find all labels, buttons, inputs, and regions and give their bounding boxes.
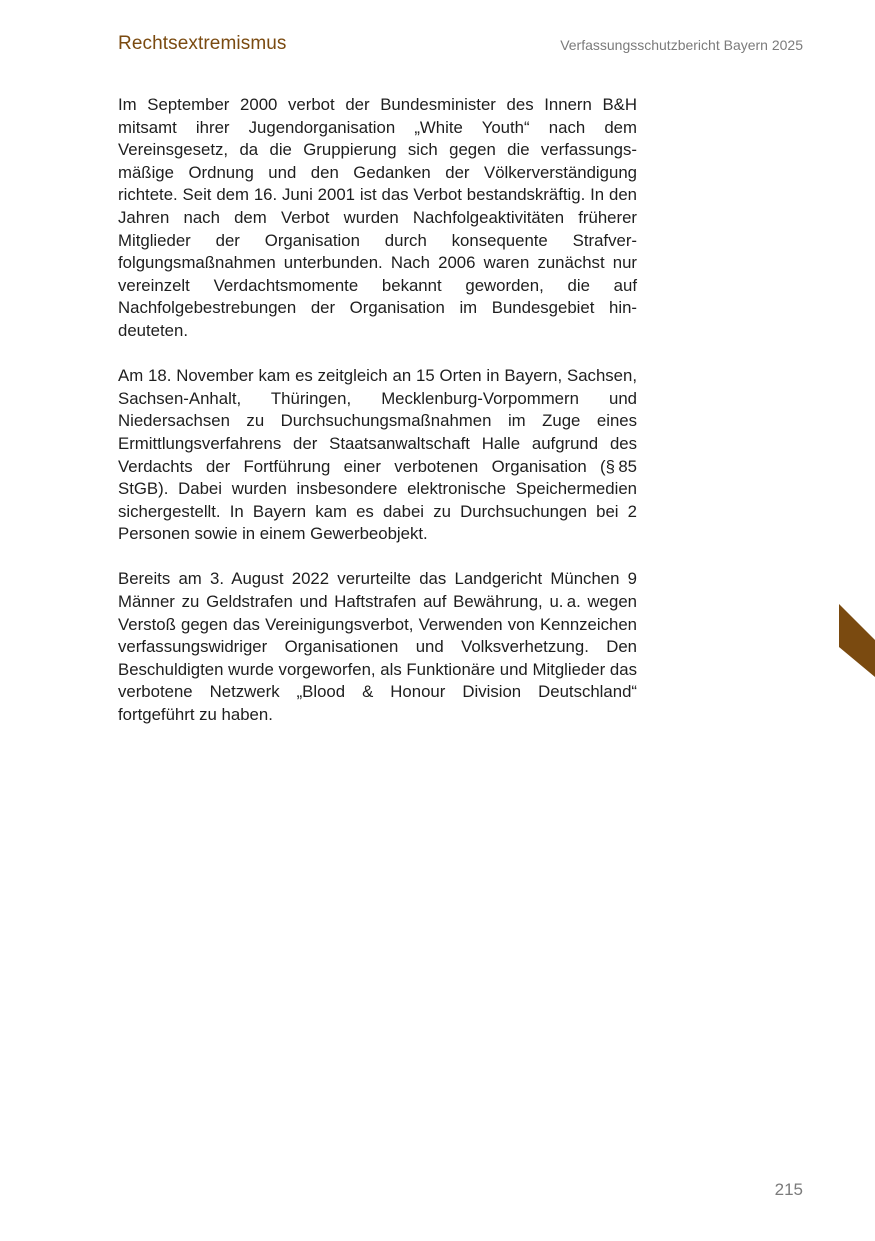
publication-title: Verfassungsschutzbericht Bayern 2025	[560, 37, 803, 53]
paragraph: Bereits am 3. August 2022 verurteilte das Landgericht München 9 Männer zu Geldstrafen und Haftstrafen auf Bewährung, u. a. wegen Verstoß gegen das Vereinigungsverbot, Verwenden von Kennzeichen verfassungswidriger Organisationen und Volksverhetzung. Den Beschuldigten wurde vorgeworfen, als Funktionäre und Mitglieder das verbotene Netzwerk „Blood & Honour Division Deutschland“ fortgeführt zu haben.	[118, 569, 637, 725]
paragraph: Am 18. November kam es zeitgleich an 15 Orten in Bayern, Sachsen, Sachsen-Anhalt, Thüringen, Mecklenburg-Vorpommern und Niedersachsen zu Durchsuchungsmaßnahmen im Zuge eines Ermittlungsverfahrens der Staatsanwaltschaft Halle aufgrund des Verdachts der Fortführung einer verbotenen Organisation (§ 85 StGB). Dabei wurden insbesondere elektronische Speichermedien sichergestellt. In Bayern kam es dabei zu Durchsuchungen bei 2 Personen sowie in einem Gewerbeobjekt.	[118, 366, 637, 544]
chapter-tab-marker	[839, 604, 875, 677]
main-text	[118, 94, 637, 749]
page-number: 215	[774, 1180, 803, 1199]
section-title: Rechtsextremismus	[118, 33, 287, 54]
paragraph: Im September 2000 verbot der Bundesminister des Innern B&H mitsamt ihrer Jugendorganisation „White Youth“ nach dem Vereinsgesetz, da die Gruppierung sich gegen die verfassungsmäßige Ordnung und den Gedanken der Völkerverständigung richtete. Seit dem 16. Juni 2001 ist das Verbot bestandskräftig. In den Jahren nach dem Verbot wurden Nachfolgeaktivitäten früherer Mitglieder der Organisation durch konsequente Strafverfolgungsmaßnahmen unterbunden. Nach 2006 waren zunächst nur vereinzelt Verdachtsmomente bekannt geworden, die auf Nachfolgebestrebungen der Organisation im Bundesgebiet hindeuteten.	[118, 95, 637, 340]
